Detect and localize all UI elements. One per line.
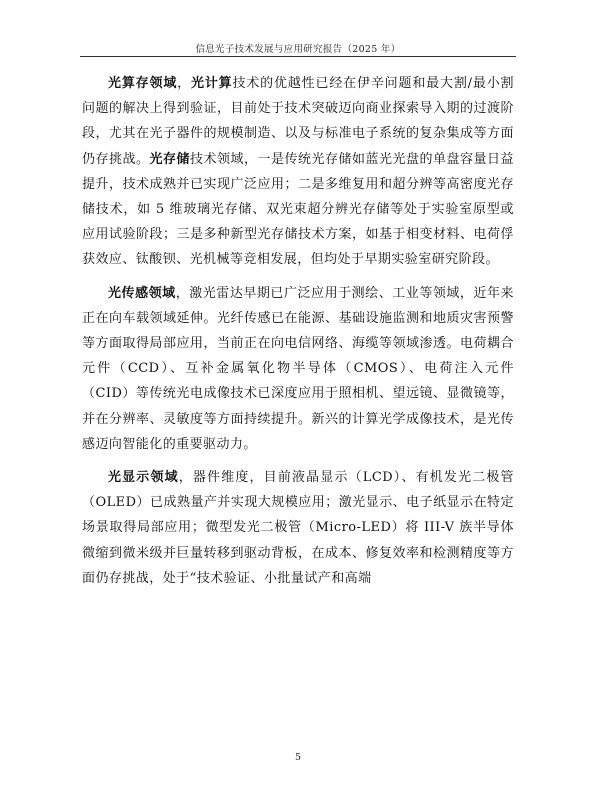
page-number: 5 — [294, 752, 302, 763]
keyword-optical-display: 光显示领域 — [108, 470, 179, 486]
text-run: ，器件维度，目前液晶显示（LCD）、有机发光二极管（OLED）已成熟量产并实现大规模应用；激光显示、电子纸显示在特定场景取得局部应用；微型发光二极管（Micro-LED）将 III-V 族半导体微缩到微米级并巨量转移到驱动背板，在成本、修复效率和检测精度等方面仍存挑战，处于“技术验证、小批量试产和高端 — [82, 470, 514, 586]
keyword-optical-computing: 光计算 — [191, 76, 233, 91]
paragraph-optical-display — [82, 465, 514, 591]
paragraph-optical-computing-storage — [82, 71, 514, 273]
running-header: 信息光子技术发展与应用研究报告（2025 年） — [195, 44, 401, 55]
text-run: 技术领域，一是传统光存储如蓝光光盘的单盘容量日益提升，技术成熟并已实现广泛应用；二是多维复用和超分辨等高密度光存储技术，如 5 维玻璃光存储、双光束超分辨光存储等处于实验室原型或应用试验阶段；三是多种新型光存储技术方案，如基于相变材料、电荷俘获效应、钛酸钡、光机械等竞相发展，但均处于早期实验室研究阶段。 — [82, 151, 514, 268]
keyword-optical-sensing: 光传感领域 — [108, 285, 176, 301]
text-run: 技术的优越性已经在伊辛问题和最大割/最小割问题的解决上得到验证，目前处于技术突破迈向商业探索导入期的过渡阶段，尤其在光子器件的规模制造、以及与标准电子系统的复杂集成等方面仍存挑战。 — [82, 76, 514, 167]
keyword-optical-storage: 光存储 — [149, 151, 191, 167]
text-run: ，激光雷达早期已广泛应用于测绘、工业等领域，近年来正在向车载领域延伸。光纤传感已在能源、基础设施监测和地质灾害预警等方面取得局部应用，当前正在向电信网络、海缆等领域渗透。电荷耦合元件（CCD）、互补金属氧化物半导体（CMOS）、电荷注入元件（CID）等传统光电成像技术已深度应用于照相机、望远镜、显微镜等，并在分辨率、灵敏度等方面持续提升。新兴的计算光学成像技术，是光传感迈向智能化的重要驱动力。 — [82, 285, 514, 452]
text-run: ， — [177, 76, 192, 91]
header-rule — [80, 56, 516, 57]
paragraph-optical-sensing — [82, 281, 514, 457]
body-text — [82, 71, 514, 591]
keyword-optical-computing-storage: 光算存领域 — [108, 76, 178, 91]
